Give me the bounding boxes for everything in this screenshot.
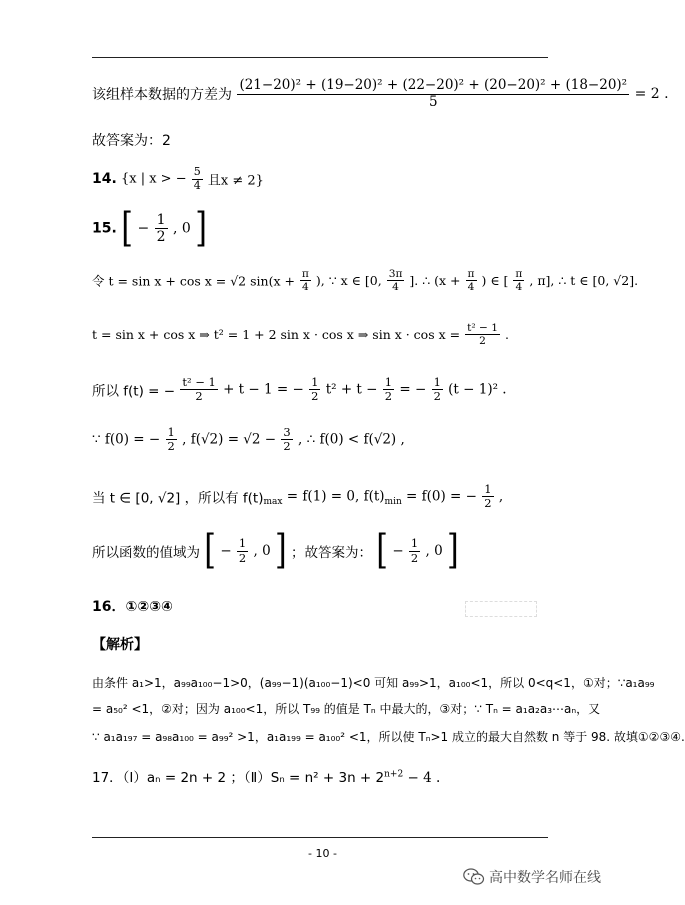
step6-frac-b [409, 537, 420, 564]
step1-pi: π [301, 267, 309, 280]
q15-interval-zero: , 0 [173, 220, 191, 237]
step2-part-a: t = sin x + cos x ⇒ t² = 1 + 2 sin x · cos x ⇒ sin x · cos x = [92, 327, 461, 343]
q14-fraction [192, 166, 203, 192]
step1-part-a: 令 t = sin x + cos x = √2 sin(x + [92, 273, 295, 289]
step3-frac4 [432, 376, 443, 403]
watermark-text: 高中数学名师在线 [489, 870, 601, 886]
step3-part-d: = − [399, 381, 427, 398]
step6-one-b: 1 [410, 536, 419, 551]
step3-one-b: 1 [384, 375, 393, 389]
step4-line [92, 426, 405, 453]
step1-four-c: 4 [467, 280, 475, 294]
q15-frac-den: 2 [156, 229, 166, 246]
step4-den1: 2 [167, 439, 175, 454]
step1-part-b: ), ∵ x ∈ [0, [315, 273, 382, 289]
step3-den4: 2 [433, 389, 441, 404]
q14-answer-b: 且x ≠ 2} [207, 173, 264, 189]
step6-line [92, 526, 459, 574]
step6-zero-a: , 0 [253, 543, 271, 559]
step1-four-b: 4 [392, 280, 399, 294]
step6-den-b: 2 [410, 550, 419, 565]
step6-den-a: 2 [238, 550, 247, 565]
page-number: - 10 - [308, 847, 337, 860]
step6-bracket-r2: ] [446, 526, 459, 574]
analysis-header: 【解析】 [92, 637, 148, 653]
bottom-rule [92, 837, 548, 838]
q17-superscript: n+2 [384, 769, 404, 780]
step2-fraction [465, 322, 500, 347]
step5-den: 2 [484, 496, 492, 511]
step2-line [92, 322, 509, 347]
q15-fraction [155, 212, 168, 245]
step6-part-b: ；故答案为： [291, 545, 372, 561]
q15-bracket-left: [ [121, 204, 133, 252]
step1-four: 4 [302, 280, 309, 294]
step1-part-e: , π], ∴ t ∈ [0, √2]. [529, 273, 639, 289]
step3-den1: 2 [195, 389, 203, 404]
variance-result: = 2 . [634, 86, 669, 103]
step4-part-b: , f(√2) = √2 − [182, 431, 277, 448]
step1-pi-b: π [467, 267, 475, 280]
q17-part-a: 17．（Ⅰ）aₙ = 2n + 2 ；（Ⅱ）Sₙ = n² + 3n + 2 [92, 770, 385, 786]
analysis-line-2: = a₅₀² <1，②对；因为 a₁₀₀<1，所以 T₉₉ 的值是 Tₙ 中最大的，③对；∵ Tₙ = a₁a₂a₃⋯aₙ，又 [92, 702, 601, 716]
step3-line [92, 376, 507, 403]
step5-max: max [263, 496, 283, 507]
step6-minus-b: − [392, 543, 404, 559]
wechat-watermark [463, 867, 601, 887]
step5-one: 1 [484, 482, 492, 496]
q16-line: 16．①②③④ [92, 599, 173, 615]
q14-label: 14. [92, 171, 117, 188]
step2-num: t² − 1 [467, 321, 498, 334]
variance-denominator: 5 [428, 93, 438, 110]
step6-frac-a [237, 537, 248, 564]
step1-four-d: 4 [515, 280, 523, 294]
step1-pi-over-4-b [466, 268, 477, 293]
step3-part-b: + t − 1 = − [223, 381, 304, 398]
step4-part-c: , ∴ f(0) < f(√2) , [298, 431, 405, 448]
answer-13: 故答案为：2 [92, 133, 171, 149]
step1-pi-c: π [515, 267, 523, 280]
step2-part-b: . [504, 327, 509, 343]
step1-part-d: ) ∈ [ [481, 273, 509, 289]
variance-numerator: (21−20)² + (19−20)² + (22−20)² + (20−20)² + (18−20)² [239, 77, 628, 93]
step4-three: 3 [283, 425, 291, 439]
step5-line [92, 483, 503, 510]
step1-pi-over-4 [300, 268, 311, 293]
step6-bracket-l2: [ [376, 526, 389, 574]
step6-bracket-r1: ] [274, 526, 287, 574]
step2-den: 2 [479, 334, 486, 348]
analysis-line-3: ∵ a₁a₁₉₇ = a₉₈a₁₀₀ = a₉₉² >1，a₁a₁₉₉ = a₁₀₀² <1，所以使 Tₙ>1 成立的最大自然数 n 等于 98. 故填①②③④. [92, 730, 685, 744]
step1-3pi: 3π [388, 267, 403, 280]
step3-one-a: 1 [311, 375, 319, 389]
variance-prefix: 该组样本数据的方差为 [92, 87, 232, 104]
q14-answer-a: {x | x > − [120, 171, 187, 187]
step4-den2: 2 [283, 439, 291, 454]
step3-frac2 [309, 376, 320, 403]
step6-bracket-l1: [ [204, 526, 217, 574]
q17-part-b: − 4 . [407, 770, 441, 786]
step1-pi-over-4-c [513, 268, 524, 293]
q15-line [92, 204, 207, 252]
step1-line [92, 268, 638, 293]
analysis-line-1: 由条件 a₁>1，a₉₉a₁₀₀−1>0，(a₉₉−1)(a₁₀₀−1)<0 可知 a₉₉>1，a₁₀₀<1，所以 0<q<1，①对；∵a₁a₉₉ [92, 676, 655, 690]
step3-num1: t² − 1 [182, 375, 216, 389]
step6-minus-a: − [220, 543, 232, 559]
step5-part-a: 当 t ∈ [0, √2] ，所以有 f(t) [92, 490, 264, 507]
step4-frac1 [166, 426, 177, 453]
step1-part-c: ]. ∴ (x + [409, 273, 461, 289]
wechat-icon [463, 868, 485, 886]
step3-den3: 2 [384, 389, 393, 404]
step3-part-a: 所以 f(t) = − [92, 383, 176, 400]
step5-part-b: = f(1) = 0, f(t) [286, 488, 385, 505]
q14-frac-den: 4 [193, 178, 201, 192]
step6-part-a: 所以函数的值域为 [92, 545, 200, 561]
q14-line [92, 166, 264, 192]
step3-frac3 [383, 376, 394, 403]
step1-3pi-over-4 [387, 268, 405, 293]
step4-frac2 [281, 426, 292, 453]
step4-one: 1 [167, 425, 175, 439]
step6-zero-b: , 0 [425, 543, 443, 559]
step3-part-e: (t − 1)² . [448, 381, 507, 398]
step5-part-d: , [498, 488, 504, 505]
step3-den2: 2 [311, 389, 319, 404]
step4-part-a: ∵ f(0) = − [92, 431, 161, 448]
step3-part-c: t² + t − [325, 381, 378, 398]
variance-line [92, 78, 669, 110]
q17-line [92, 766, 440, 786]
step5-part-c: = f(0) = − [406, 488, 477, 505]
step6-one-a: 1 [238, 536, 247, 551]
q15-bracket-right: ] [195, 204, 207, 252]
step5-min: min [384, 496, 402, 507]
q15-label: 15. [92, 220, 117, 237]
q15-frac-num: 1 [156, 212, 166, 228]
q14-frac-num: 5 [193, 165, 201, 178]
variance-fraction [237, 78, 629, 110]
faint-watermark-box [465, 601, 537, 617]
step3-one-c: 1 [433, 375, 441, 389]
step3-frac1 [180, 376, 217, 403]
step5-frac [482, 483, 493, 510]
top-rule [92, 57, 548, 58]
q15-interval-minus: − [137, 220, 150, 237]
